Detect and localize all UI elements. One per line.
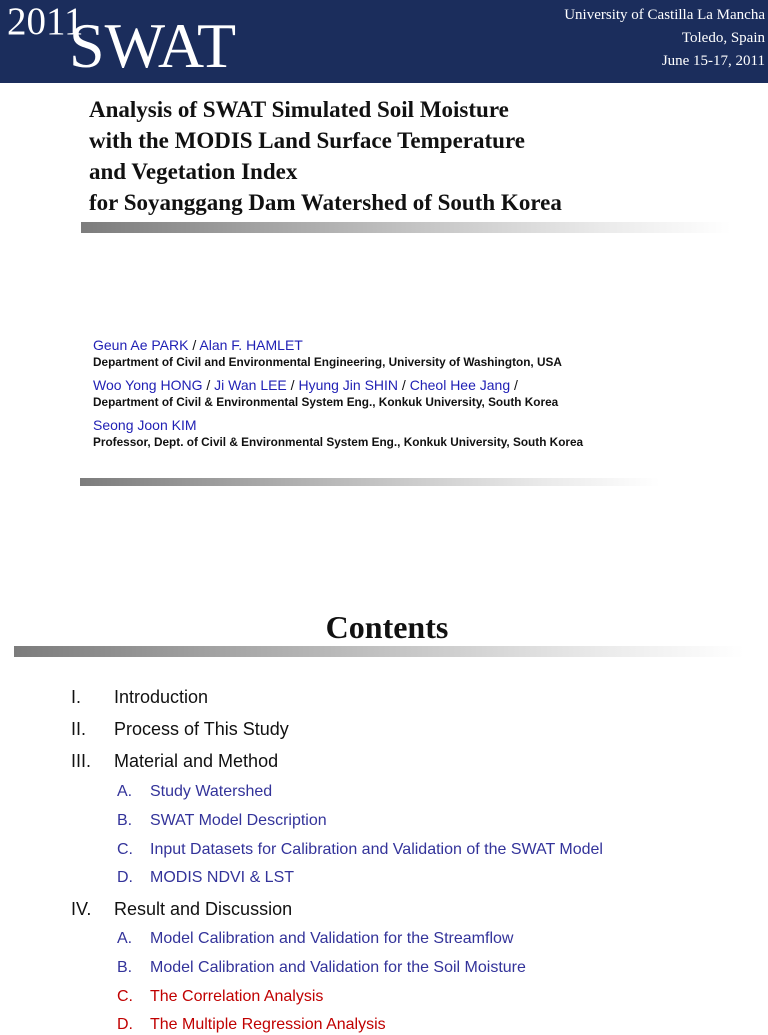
conference-city: Toledo, Spain xyxy=(681,30,765,46)
author-affiliation: Department of Civil & Environmental System Eng., Konkuk University, South Korea xyxy=(93,395,559,409)
author-name: Cheol Hee Jang xyxy=(409,377,511,393)
toc-subitem xyxy=(117,987,323,1007)
toc-subitem xyxy=(117,1015,386,1035)
author-group xyxy=(93,377,753,410)
title-line: and Vegetation Index xyxy=(89,159,298,184)
toc-subitem xyxy=(117,840,603,860)
toc-subitem-letter: D. xyxy=(117,869,133,886)
toc-subitem-letter: B. xyxy=(117,959,133,976)
toc-subitem-label: SWAT Model Description xyxy=(150,812,327,829)
author-name: Hyung Jin SHIN xyxy=(298,377,399,393)
title-line: for Soyanggang Dam Watershed of South Korea xyxy=(89,190,562,215)
toc-subitem xyxy=(117,811,327,831)
toc-item-label: Process of This Study xyxy=(114,719,289,739)
conference-venue: University of Castilla La Mancha xyxy=(564,7,765,23)
author-separator: / xyxy=(286,377,299,393)
toc-item xyxy=(71,750,278,772)
author-separator: / xyxy=(398,377,410,393)
author-affiliation: Professor, Dept. of Civil & Environmental System Eng., Konkuk University, South Korea xyxy=(93,435,584,449)
conference-info xyxy=(564,4,765,73)
toc-item-number: I. xyxy=(71,687,82,707)
author-separator: / xyxy=(510,377,518,393)
toc-subitem xyxy=(117,929,513,949)
slide-title xyxy=(89,94,562,218)
toc-subitem-label: The Correlation Analysis xyxy=(150,988,324,1005)
author-affiliation: Department of Civil and Environmental Engineering, University of Washington, USA xyxy=(93,355,562,369)
author-names xyxy=(93,337,753,354)
toc-item xyxy=(71,898,292,920)
title-divider xyxy=(81,222,731,233)
toc-subitem xyxy=(117,868,294,888)
title-line: with the MODIS Land Surface Temperature xyxy=(89,128,525,153)
toc-subitem-letter: A. xyxy=(117,783,133,800)
toc-item xyxy=(71,686,208,708)
toc-item-number: III. xyxy=(71,751,92,771)
contents-divider xyxy=(14,646,744,657)
contents-title: Contents xyxy=(325,609,449,645)
toc-subitem-letter: A. xyxy=(117,930,133,947)
author-group xyxy=(93,417,753,450)
toc-item xyxy=(71,718,289,740)
author-name: Seong Joon KIM xyxy=(93,417,197,433)
toc-subitem-label: Model Calibration and Validation for the Streamflow xyxy=(150,930,514,947)
toc-item-number: IV. xyxy=(71,899,92,919)
toc-subitem-letter: C. xyxy=(117,988,133,1005)
toc-subitem-label: The Multiple Regression Analysis xyxy=(150,1016,386,1033)
author-name: Ji Wan LEE xyxy=(214,377,287,393)
author-names xyxy=(93,417,753,434)
conference-dates: June 15-17, 2011 xyxy=(661,53,765,69)
author-name: Alan F. HAMLET xyxy=(199,337,303,353)
toc-item-label: Introduction xyxy=(114,687,209,707)
author-separator: / xyxy=(188,337,200,353)
conference-banner xyxy=(0,0,768,83)
author-separator: / xyxy=(202,377,215,393)
toc-subitem-letter: D. xyxy=(117,1016,133,1033)
toc-subitem-letter: B. xyxy=(117,812,133,829)
toc-subitem-letter: C. xyxy=(117,841,133,858)
authors-divider xyxy=(80,478,660,486)
author-name: Woo Yong HONG xyxy=(93,377,203,393)
toc-subitem-label: Study Watershed xyxy=(150,783,273,800)
toc-subitem-label: Model Calibration and Validation for the Soil Moisture xyxy=(150,959,526,976)
toc-subitem xyxy=(117,782,272,802)
author-names xyxy=(93,377,753,394)
toc-item-label: Material and Method xyxy=(114,751,279,771)
toc-subitem-label: Input Datasets for Calibration and Validation of the SWAT Model xyxy=(150,841,603,858)
toc-item-label: Result and Discussion xyxy=(114,899,293,919)
toc-item-number: II. xyxy=(71,719,87,739)
author-block xyxy=(93,337,753,457)
logo-name: SWAT xyxy=(69,10,237,81)
toc-subitem-label: MODIS NDVI & LST xyxy=(150,869,295,886)
title-line: Analysis of SWAT Simulated Soil Moisture xyxy=(89,97,509,122)
author-name: Geun Ae PARK xyxy=(93,337,189,353)
author-group xyxy=(93,337,753,370)
toc-subitem xyxy=(117,958,526,978)
logo-year: 2011 xyxy=(7,0,84,43)
